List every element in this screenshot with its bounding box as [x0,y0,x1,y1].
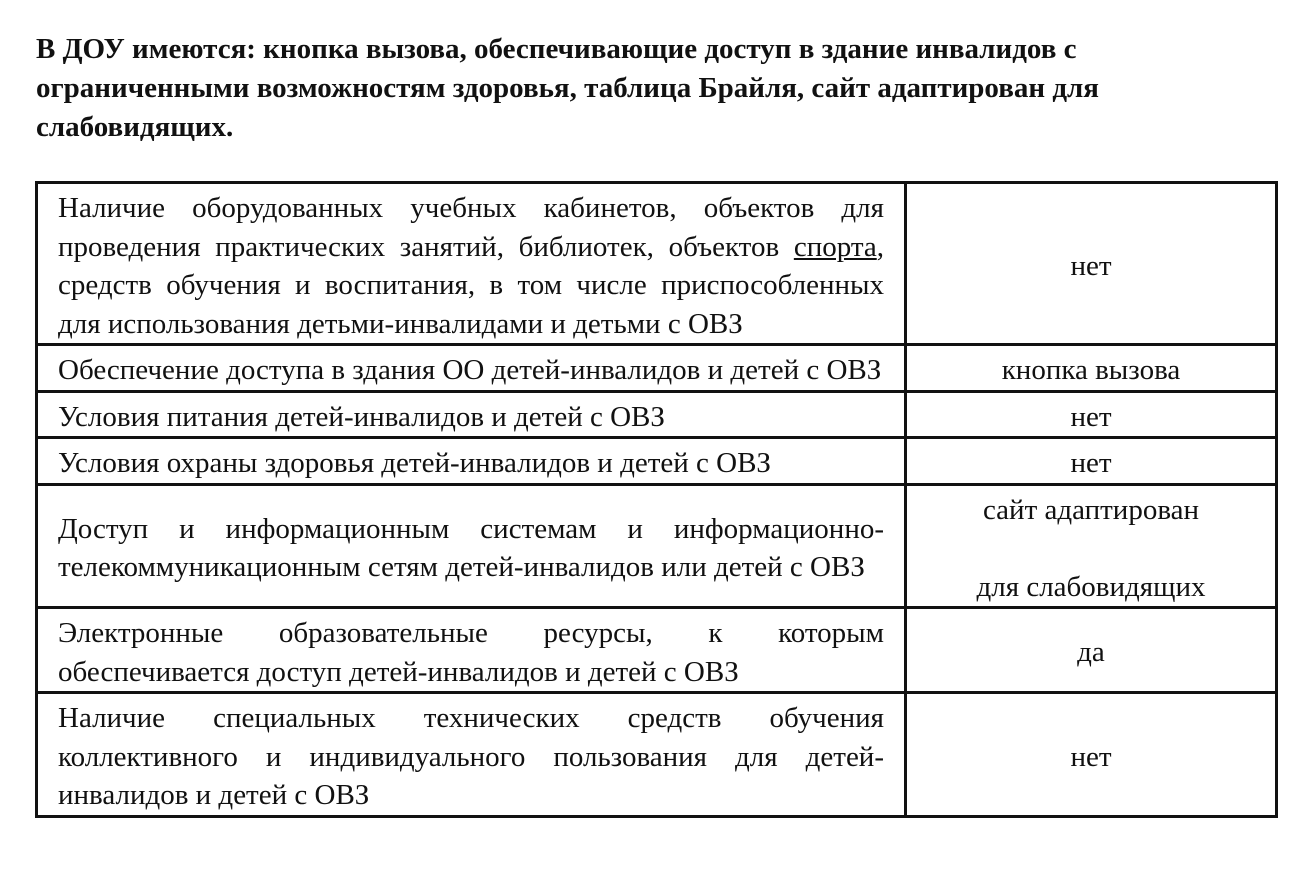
value-line: сайт адаптирован [982,493,1200,526]
accessibility-table-container [35,181,1278,818]
row-value: да [906,608,1277,693]
table-row [37,484,1277,608]
underlined-word: спорта [793,230,877,263]
row-description: Условия охраны здоровья детей-инвалидов и детей с ОВЗ [37,438,906,485]
row-description: Наличие специальных технических средств обучения коллективного и индивидуального пользования для детей-инвалидов и детей с ОВЗ [37,693,906,817]
table-row [37,345,1277,392]
row-description: Обеспечение доступа в здания ОО детей-инвалидов и детей с ОВЗ [37,345,906,392]
table-row [37,693,1277,817]
row-value: нет [906,183,1277,345]
description-text: Наличие оборудованных учебных кабинетов, объектов для проведения практических занятий, библиотек, объектов [58,192,884,263]
table-row [37,183,1277,345]
table-row [37,438,1277,485]
row-value: нет [906,438,1277,485]
document-heading: В ДОУ имеются: кнопка вызова, обеспечивающие доступ в здание инвалидов с ограниченными возможностям здоровья, таблица Брайля, сайт адаптирован для слабовидящих. [36,33,1099,143]
row-description: Доступ и информационным системам и информационно-телекоммуникационным сетям детей-инвалидов или детей с ОВЗ [37,484,906,608]
value-spacer [917,529,1265,568]
row-description: Электронные образовательные ресурсы, к которым обеспечивается доступ детей-инвалидов и детей с ОВЗ [37,608,906,693]
table-row [37,608,1277,693]
row-value: нет [906,693,1277,817]
description-text: , средств обучения и воспитания, в том числе приспособленных для использования детьми-инвалидами и детьми с ОВЗ [58,230,884,340]
row-description: Условия питания детей-инвалидов и детей с ОВЗ [37,391,906,438]
row-description [37,183,906,345]
row-value: кнопка вызова [906,345,1277,392]
row-value: нет [906,391,1277,438]
accessibility-table [35,181,1278,818]
value-line: для слабовидящих [976,570,1206,603]
table-row [37,391,1277,438]
row-value [906,484,1277,608]
